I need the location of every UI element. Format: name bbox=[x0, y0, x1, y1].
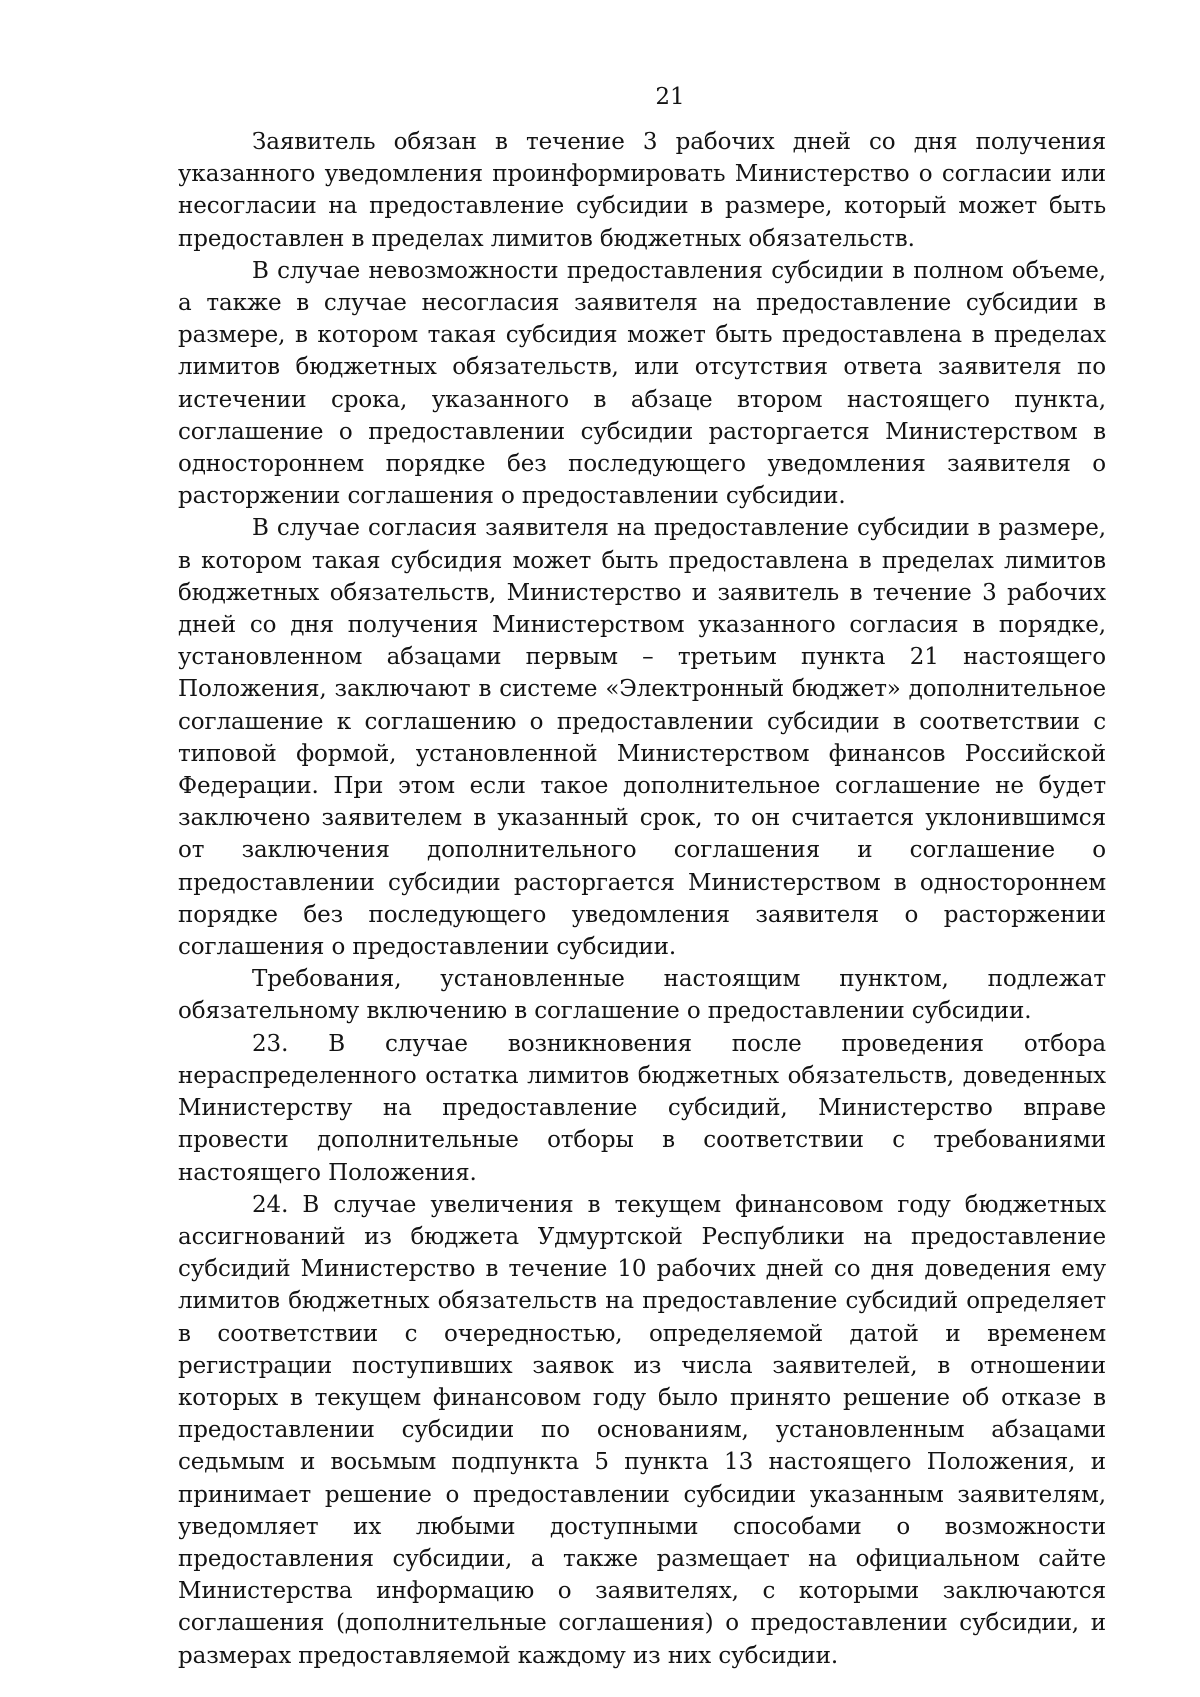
paragraph-item-23: 23. В случае возникновения после проведения отбора нераспределенного остатка лимитов бюджетных обязательств, доведенных Министерству на предоставление субсидий, Министерство вправе провести дополнительные отборы в соответствии с требованиями настоящего Положения. bbox=[178, 1030, 1106, 1186]
paragraph-additional-agreement: В случае согласия заявителя на предоставление субсидии в размере, в котором такая субсидия может быть предоставлена в пределах лимитов бюджетных обязательств, Министерство и заявитель в течение 3 рабочих дней со дня получения Министерством указанного согласия в порядке, установленном абзацами первым – третьим пункта 21 настоящего Положения, заключают в системе «Электронный бюджет» дополнительное соглашение к соглашению о предоставлении субсидии в соответствии с типовой формой, установленной Министерством финансов Российской Федерации. При этом если такое дополнительное соглашение не будет заключено заявителем в указанный срок, то он считается уклонившимся от заключения дополнительного соглашения и соглашение о предоставлении субсидии расторгается Министерством в одностороннем порядке без последующего уведомления заявителя о расторжении соглашения о предоставлении субсидии. bbox=[178, 515, 1106, 961]
paragraph-requirements: Требования, установленные настоящим пунктом, подлежат обязательному включению в соглашение о предоставлении субсидии. bbox=[178, 966, 1106, 1025]
document-body bbox=[178, 126, 1106, 1672]
paragraph-applicant-consent: Заявитель обязан в течение 3 рабочих дней со дня получения указанного уведомления проинформировать Министерство о согласии или несогласии на предоставление субсидии в размере, который может быть предоставлен в пределах лимитов бюджетных обязательств. bbox=[178, 129, 1106, 252]
paragraph-agreement-termination: В случае невозможности предоставления субсидии в полном объеме, а также в случае несогласия заявителя на предоставление субсидии в размере, в котором такая субсидия может быть предоставлена в пределах лимитов бюджетных обязательств, или отсутствия ответа заявителя по истечении срока, указанного в абзаце втором настоящего пункта, соглашение о предоставлении субсидии расторгается Министерством в одностороннем порядке без последующего уведомления заявителя о расторжении соглашения о предоставлении субсидии. bbox=[178, 257, 1106, 510]
paragraph-item-24: 24. В случае увеличения в текущем финансовом году бюджетных ассигнований из бюджета Удмуртской Республики на предоставление субсидий Министерство в течение 10 рабочих дней со дня доведения ему лимитов бюджетных обязательств на предоставление субсидий определяет в соответствии с очередностью, определяемой датой и временем регистрации поступивших заявок из числа заявителей, в отношении которых в текущем финансовом году было принято решение об отказе в предоставлении субсидии по основаниям, установленным абзацами седьмым и восьмым подпункта 5 пункта 13 настоящего Положения, и принимает решение о предоставлении субсидии указанным заявителям, уведомляет их любыми доступными способами о возможности предоставления субсидии, а также размещает на официальном сайте Министерства информацию о заявителях, с которыми заключаются соглашения (дополнительные соглашения) о предоставлении субсидии, и размерах предоставляемой каждому из них субсидии. bbox=[178, 1191, 1106, 1669]
page-number: 21 bbox=[655, 84, 685, 110]
